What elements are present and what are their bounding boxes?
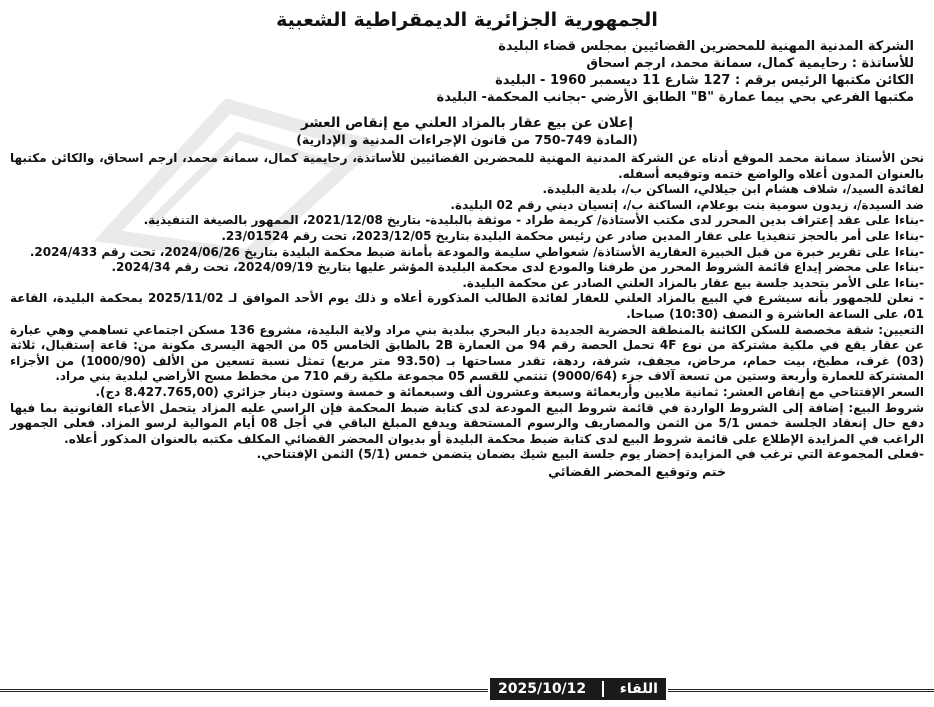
paragraph-opening-price: السعر الإفتتاحي مع إنقاص العشر: ثمانية ملايين وأربعمائة وسبعة وعشرون ألف وسبعمائة و خمسة وستون دينار جزائري (8.427.765,00 دج).	[95, 384, 924, 399]
ad-subtitle: (المادة 749-750 من قانون الإجراءات المدنية و الإدارية)	[296, 132, 638, 147]
footer-divider-left	[0, 689, 488, 692]
footer-divider-right	[668, 689, 934, 692]
newspaper-name: اللقاء	[619, 681, 658, 697]
newspaper-footer	[0, 676, 934, 704]
paragraph-guarantee-cheque: -فعلى المجموعة التي ترغب في المزايدة إحضار يوم جلسة البيع شيك بضمان يتضمن خمس (5/1) الثمن الإفتتاحي.	[256, 447, 924, 462]
paragraph-conditions-deposit: -بناءا على محضر إيداع قائمة الشروط المحرر من طرفنا والمودع لدى محكمة البليدة المؤشر عليها بتاريخ 2024/09/19، تحت رقم 2024/34.	[111, 260, 924, 275]
bailiff-signature-line: ختم وتوقيع المحضر القضائي	[548, 463, 726, 479]
badge-separator	[602, 681, 604, 697]
paragraph-debt-deed: -بناءا على عقد إعتراف بدين المحرر لدى مكتب الأستاذة/ كريمة طراد - موثقة بالبليدة- بتاريخ 2021/12/08، الممهور بالصيغة التنفيذية.	[143, 213, 924, 228]
announcement-page	[8, 6, 926, 674]
paragraph-seizure-order: -بناءا على أمر بالحجز تنفيذيا على عقار المدين صادر عن رئيس محكمة البليدة بتاريخ 2023/12/05، تحت رقم 23/01524.	[221, 228, 924, 243]
paragraph-creditor: لفائدة السيد/، شلاف هشام ابن جيلالي، الساكن ب/، بلدية البليدة.	[542, 182, 924, 197]
paragraph-session-order: -بناءا على الأمر بتحديد جلسة بيع عقار بالمزاد العلني الصادر عن محكمة البليدة.	[462, 275, 924, 290]
paragraph-debtor: ضد السيدة/، زيدون سومية بنت بوعلام، الساكنة ب/، إتسيان ديني رقم 02 البليدة.	[450, 197, 924, 212]
company-main-office: الكائن مكتبها الرئيس برقم : 127 شارع 11 ديسمبر 1960 - البليدة	[495, 73, 914, 88]
company-branch-office: مكتبها الفرعي بحي بيما عمارة "B" الطابق الأرضي -بجانب المحكمة- البليدة	[436, 90, 914, 105]
paragraph-bailiff: نحن الأستاذ سمانة محمد الموقع أدناه عن الشركة المدنية المهنية للمحضرين القضائيين للأساتذة، رحايمية كمال، سمانة محمد، ارجم اسحاق، والكائن مكتبها بالعنوان المدون أعلاه والواضع ختمه وتوقيعه أسفله.	[10, 151, 924, 181]
paragraph-property-description: التعيين: شقة مخصصة للسكن الكائنة بالمنطقة الحضرية الجديدة ديار البحري ببلدية بني مراد ولاية البليدة، مشروع 136 مسكن اجتماعي تساهمي وهي عبارة عن عقار يقع في ملكية مشتركة من نوع 4F تحمل الحصة رقم 94 من العمارة 2B بالطابق الخامس 05 من الجهة اليسرى مكونة من: قاعة إستقبال، ثلاثة (03) غرف، مطبخ، بيت حمام، مرحاض، مجفف، شرفة، ردهة، تقدر مساحتها بـ (93.50 متر مربع) تمثل نسبة تسعين من الألف (1000/90) من الأجزاء المشتركة للعمارة وأربعة وستين من تسعة آلاف جزء (9000/64) تنتمي للقسم 05 مجموعة ملكية رقم 710 من مخطط مسح الأراضي لبلدية بني مراد.	[10, 322, 925, 384]
paragraph-expert-report: -بناءا على تقرير خبرة من قبل الخبيرة العقارية الأستاذة/ شعواطي سليمة والمودعة بأمانة ضبط محكمة البليدة بتاريخ 2024/06/26، تحت رقم 2024/433.	[29, 244, 924, 259]
publication-date: 2025/10/12	[498, 681, 587, 697]
ad-title: إعلان عن بيع عقار بالمزاد العلني مع إنقاص العشر	[300, 115, 634, 131]
ad-body	[8, 151, 926, 463]
footer-badge	[490, 678, 666, 700]
paragraph-sale-conditions: شروط البيع: إضافة إلى الشروط الواردة في قائمة شروط البيع المودعة لدى كتابة ضبط المحكمة فإن الراسي عليه المزاد يتحمل الأعباء القانونية بما فيها دفع حال إنعقاد الجلسة خمس 5/1 من الثمن والمصاريف والرسوم المستحقة ويدفع المبلغ الباقي في أجل 08 أيام الموالية لرسو المزاد. فعلى الجمهور الراغب في المزايدة الإطلاع على قائمة شروط البيع لدى كتابة ضبط محكمة البليدة أو بديوان المحضر القضائي المكلف مكتبه بالعنوان المذكور أعلاه.	[10, 400, 924, 446]
company-name: الشركة المدنية المهنية للمحضرين القضائيين بمجلس قضاء البليدة	[498, 39, 914, 54]
paragraph-auction-date: - نعلن للجمهور بأنه سيشرع في البيع بالمزاد العلني للعقار لفائدة الطالب المذكورة أعلاه و ذلك يوم الأحد الموافق لـ 2025/11/02 بمحكمة البليدة، القاعة 01، على الساعة العاشرة و النصف (10:30) صباحا.	[10, 291, 924, 321]
company-partners: للأساتذة : رحايمية كمال، سمانة محمد، ارجم اسحاق	[586, 56, 914, 71]
republic-title: الجمهورية الجزائرية الديمقراطية الشعبية	[276, 9, 658, 31]
